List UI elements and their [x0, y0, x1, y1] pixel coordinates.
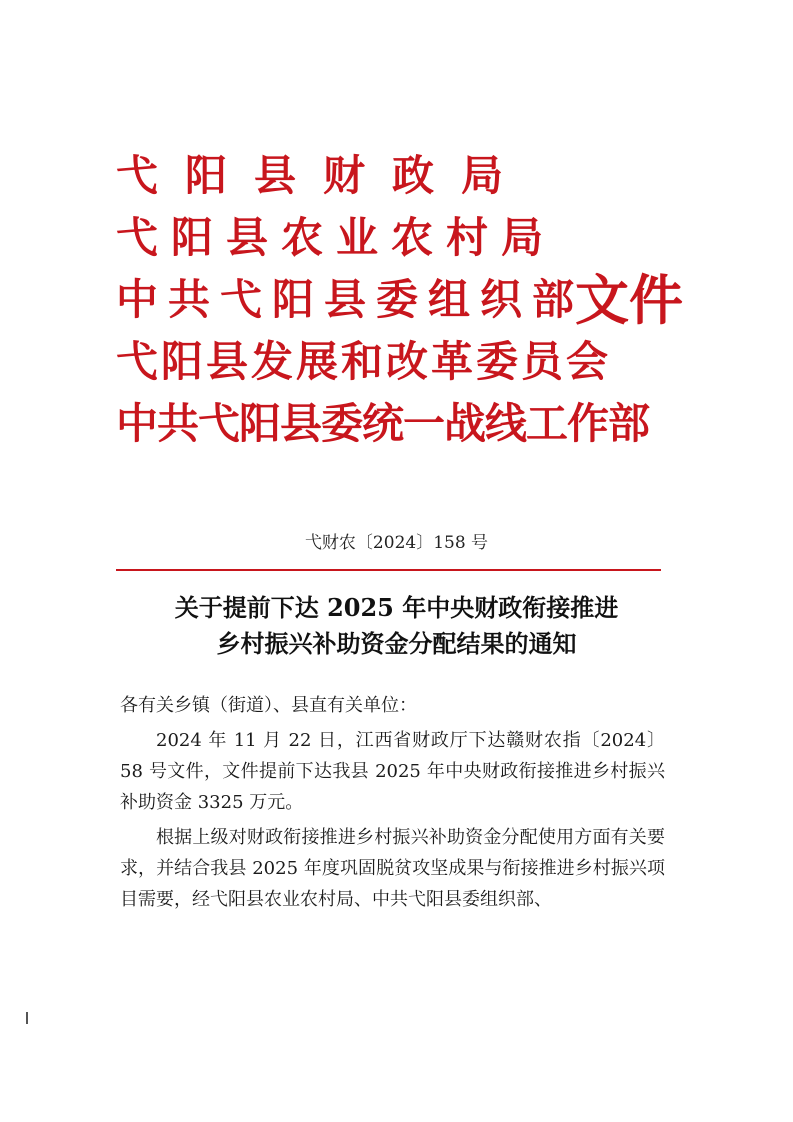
organ-finance-bureau: 弋阳县财政局 [116, 151, 531, 200]
scan-artifact-mark [26, 1012, 28, 1024]
organ-development-reform-commission: 弋阳县发展和改革委员会 [116, 337, 612, 386]
title-line-2: 乡村振兴补助资金分配结果的通知 [216, 629, 577, 658]
organ-organization-department: 中共弋阳县委组织部 [116, 275, 585, 324]
document-body [120, 690, 665, 919]
organ-agriculture-bureau: 弋阳县农业农村局 [116, 213, 557, 262]
document-suffix: 文件 [575, 268, 683, 332]
paragraph-2: 根据上级对财政衔接推进乡村振兴补助资金分配使用方面有关要求，并结合我县 2025 年度巩固脱贫攻坚成果与衔接推进乡村振兴项目需要，经弋阳县农业农村局、中共弋阳县委组织部、 [120, 827, 665, 910]
document-number: 弋财农〔2024〕158 号 [304, 533, 489, 553]
salutation: 各有关乡镇（街道）、县直有关单位： [120, 695, 417, 716]
paragraph-1: 2024 年 11 月 22 日，江西省财政厅下达赣财农指〔2024〕58 号文件，文件提前下达我县 2025 年中央财政衔接推进乡村振兴补助资金 3325 万元。 [120, 730, 665, 813]
document-title [0, 590, 793, 662]
title-line-1: 关于提前下达 2025 年中央财政衔接推进 [174, 593, 619, 622]
red-divider [116, 569, 661, 571]
organ-united-front-department: 中共弋阳县委统一战线工作部 [116, 399, 650, 448]
